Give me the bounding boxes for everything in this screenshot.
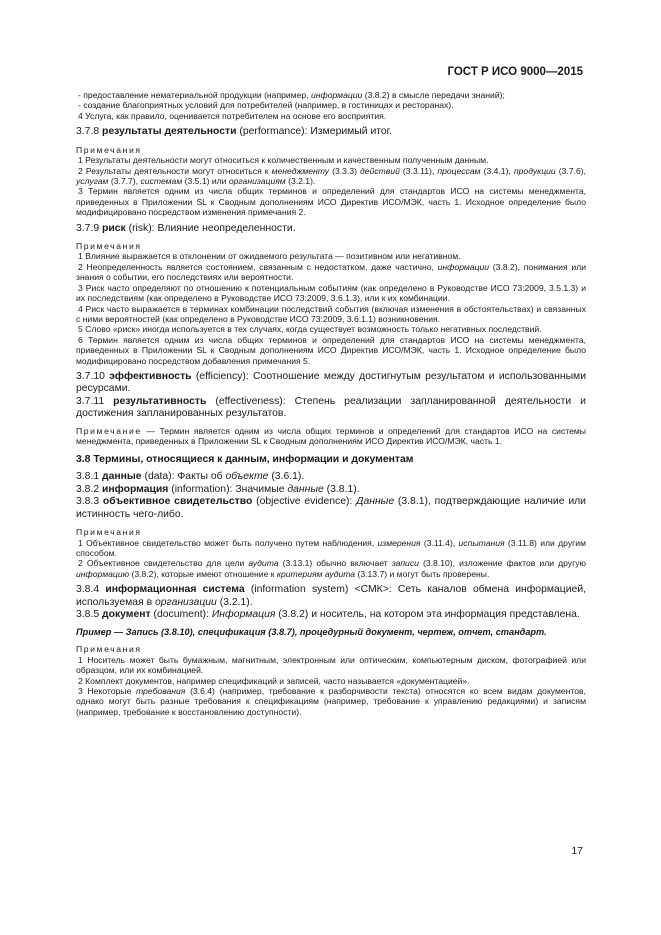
page-number: 17 <box>571 845 583 857</box>
text-block: 3.7.10 эффективность (efficiency): Соотношение между достигнутым результатом и использованными ресурсами. <box>76 370 586 395</box>
text-block: 3.7.11 результативность (effectiveness): Степень реализации запланированной деятельности и достижения запланированных результатов. <box>76 395 586 420</box>
text-block: 4 Услуга, как правило, оценивается потребителем на основе его восприятия. <box>78 110 387 121</box>
document-body <box>76 90 586 717</box>
text-block: 2 Объективное свидетельство для цели аудита (3.13.1) обычно включает записи (3.8.10), изложение фактов или другую информацию (3.8.2), которые имеют отношение к критериям аудита (3.13.7) и могут быть проверены. <box>76 558 586 579</box>
text-block: 5 Слово «риск» иногда используется в тех случаях, когда существует возможность только негативных последствий. <box>78 324 542 335</box>
text-block: 3 Термин является одним из числа общих терминов и определений для стандартов ИСО на системы менеджмента, приведенных в Приложении SL к Сводным дополнениям ИСО Директив ИСО/МЭК, часть 1. Исходное определение было модифицировано посредством изменения примечания 2. <box>76 186 586 218</box>
text-block: - создание благоприятных условий для потребителей (например, в гостиницах и ресторанах). <box>78 100 454 111</box>
text-block: Пример — Запись (3.8.10), спецификация (3.8.7), процедурный документ, чертеж, отчет, стандарт. <box>76 626 547 637</box>
text-block: Примечания <box>76 144 142 155</box>
text-block: 2 Неопределенность является состоянием, связанным с недостатком, даже частично, информации (3.8.2), понимания или знания о событии, его последствиях или вероятности. <box>76 261 586 283</box>
text-block: Примечания <box>76 241 142 252</box>
text-block: 3 Риск часто определяют по отношению к потенциальным событиям (как определено в Руководстве ИСО 73:2009, 3.5.1.3) и их последствиям (как определено в Руководстве ИСО 73:2009, 3.6.1.3), или к их комбинации. <box>76 282 586 304</box>
text-block: Примечания <box>76 644 142 655</box>
text-block: Примечание — Термин является одним из числа общих терминов и определений для стандартов ИСО на системы менеджмента, приведенных в Приложении SL к Сводным дополнениям ИСО Директив ИСО/МЭК, часть 1. <box>76 425 586 447</box>
document-header: ГОСТ Р ИСО 9000—2015 <box>447 66 583 78</box>
text-block: 2 Результаты деятельности могут относиться к менеджменту (3.3.3) действий (3.3.11), процессам (3.4.1), продукции (3.7.6), услугам (3.7.7), системам (3.5.1) или организациям (3.2.1). <box>76 165 586 186</box>
text-block: 3.8.1 данные (data): Факты об объекте (3.6.1). <box>76 471 305 483</box>
text-block: Примечания <box>76 527 142 538</box>
text-block: 3.8.5 документ (document): Информация (3.8.2) и носитель, на котором эта информация представлена. <box>76 609 580 621</box>
text-block: - предоставление нематериальной продукции (например, информации (3.8.2) в смысле передачи знаний); <box>78 90 505 100</box>
text-block: 4 Риск часто выражается в терминах комбинации последствий события (включая изменения в обстоятельствах) и связанных с ними вероятностей (как определено в Руководстве ИСО 73:2009, 3.6.1.1) возникновения. <box>76 303 586 324</box>
text-block: 2 Комплект документов, например спецификаций и записей, часто называется «документацией». <box>78 675 470 686</box>
text-block: 6 Термин является одним из числа общих терминов и определений для стандартов ИСО на системы менеджмента, приведенных в Приложении SL к Сводным дополнениям ИСО Директив ИСО/МЭК, часть 1. Исходное определение было модифицировано посредством добавления примечания 5. <box>76 334 586 366</box>
text-block: 1 Результаты деятельности могут относиться к количественным и качественным полученным данным. <box>78 155 489 166</box>
text-block: 1 Влияние выражается в отклонении от ожидаемого результата — позитивном или негативном. <box>78 251 461 262</box>
text-block: 3.7.9 риск (risk): Влияние неопределенности. <box>76 222 296 234</box>
text-block: 3.7.8 результаты деятельности (performance): Измеримый итог. <box>76 126 393 138</box>
text-block: 3.8.4 информационная система (information system) <СМК>: Сеть каналов обмена информацией, используемая в организации (3.2.1). <box>76 584 587 608</box>
text-block: 3.8.2 информация (information): Значимые данные (3.8.1). <box>76 483 360 495</box>
text-block: 3.8 Термины, относящиеся к данным, информации и документам <box>76 453 414 465</box>
text-block: 3 Некоторые требования (3.6.4) (например, требование к разборчивости текста) относятся ко всем видам документов, однако могут быть разные требования к спецификациям (например, требование к управлению редакциями) и записям (например, требование к восстановлению доступности). <box>76 685 586 717</box>
text-block: 1 Носитель может быть бумажным, магнитным, электронным или оптическим, компьютерным диском, фотографией или образцом, или их комбинацией. <box>76 654 586 676</box>
text-block: 3.8.3 объективное свидетельство (objective evidence): Данные (3.8.1), подтверждающие наличие или истинность чего-либо. <box>76 496 586 520</box>
text-block: 1 Объективное свидетельство может быть получено путем наблюдения, измерения (3.11.4), испытания (3.11.8) или другим способом. <box>76 537 586 559</box>
